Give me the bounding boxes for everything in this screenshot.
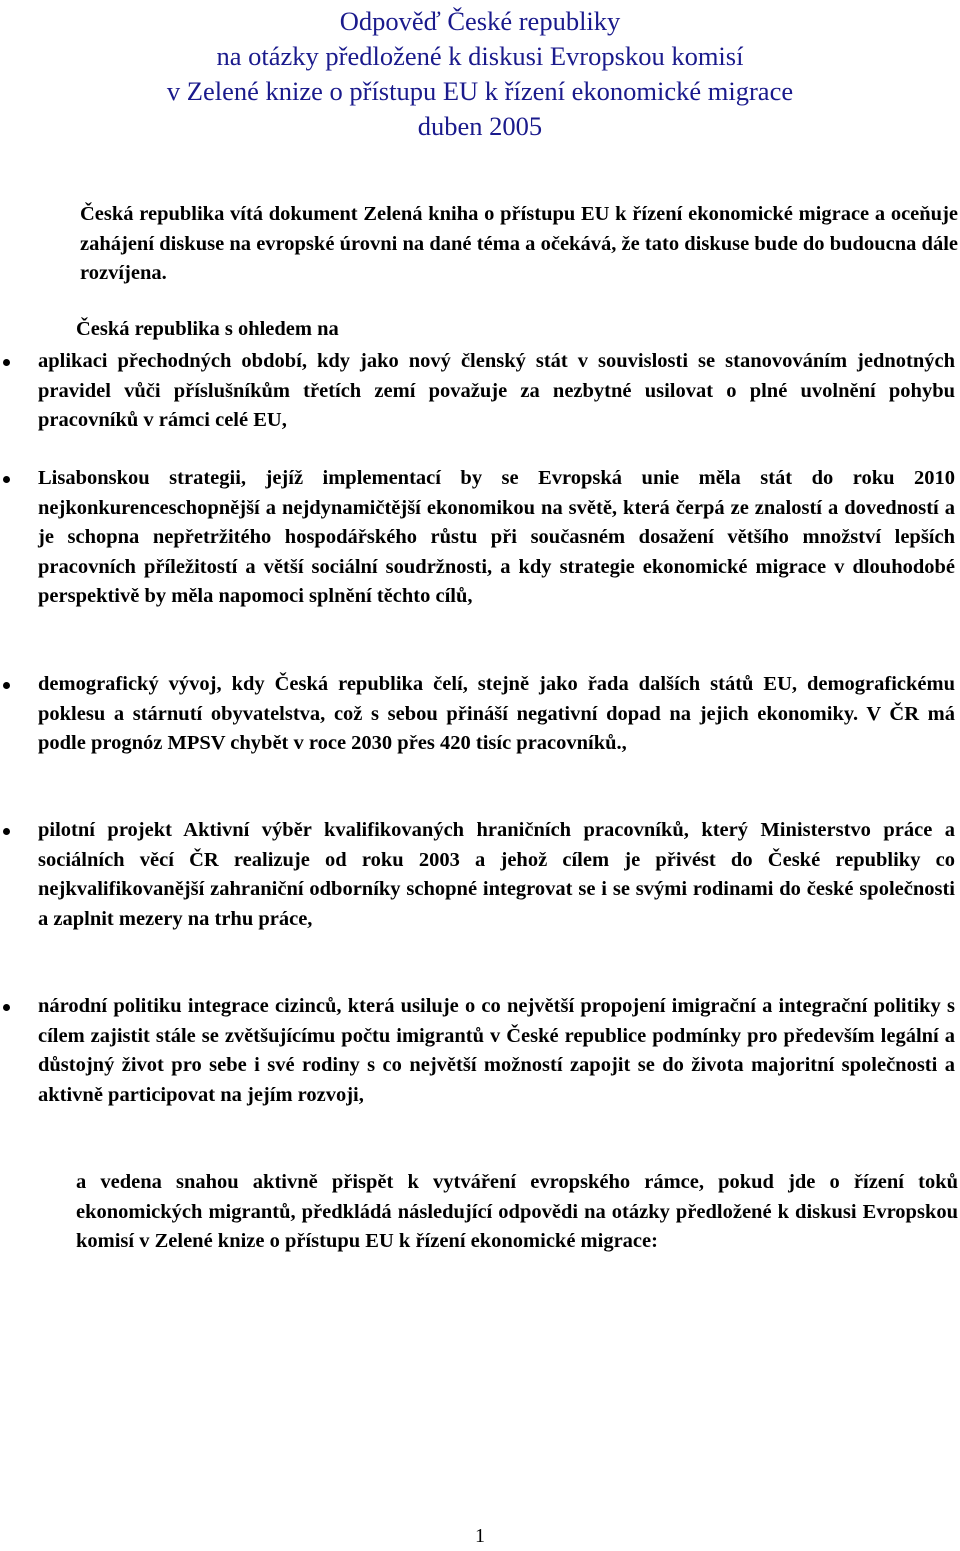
title-date: duben 2005 <box>417 111 543 141</box>
title-line-3: v Zelené knize o přístupu EU k řízení ekonomické migrace <box>166 76 794 106</box>
list-item-text: pilotní projekt Aktivní výběr kvalifikovaných hraničních pracovníků, který Ministerstvo práce a sociálních věcí ČR realizuje od roku 2003 a jehož cílem je přivést do České republiky co nejkvalifikovanější zahraniční odborníky schopné integrovat se i se svými rodinami do české společnosti a zaplnit mezery na trhu práce, <box>38 819 955 930</box>
closing-paragraph <box>0 1168 958 1257</box>
intro-text: Česká republika vítá dokument Zelená kniha o přístupu EU k řízení ekonomické migrace a oceňuje zahájení diskuse na evropské úrovni na dané téma a očekává, že tato diskuse bude do budoucna dále rozvíjena. <box>80 203 958 284</box>
page-number: 1 <box>475 1525 485 1547</box>
closing-text: a vedena snahou aktivně přispět k vytváření evropského rámce, pokud jde o řízení toků ekonomických migrantů, předkládá následující odpovědi na otázky předložené k diskusi Evropskou komisí v Zelené knize o přístupu EU k řízení ekonomické migrace: <box>76 1171 958 1252</box>
title-line-1: Odpověď České republiky <box>339 6 621 36</box>
bullet-icon <box>3 1004 10 1011</box>
bullet-icon <box>3 359 10 366</box>
bullet-icon <box>3 682 10 689</box>
intro-paragraph <box>0 200 958 289</box>
list-item-text: národní politiku integrace cizinců, která usiluje o co největší propojení imigrační a integrační politiky s cílem zajistit stále se zvětšujícímu počtu imigrantů v České republice podmínky pro především legální a důstojný život pro sebe i své rodiny s co největší možností zapojit se do života majoritní společnosti a aktivně participovat na jejím rozvoji, <box>38 995 955 1106</box>
document-title <box>0 4 960 144</box>
list-item-text: Lisabonskou strategii, jejíž implementací by se Evropská unie měla stát do roku 2010 nejkonkurenceschopnější a nejdynamičtější ekonomikou na světě, která čerpá ze znalostí a dovedností a je schopna nepřetržitého hospodářského růstu při současném dosažení většího množství lepších pracovních příležitostí a větší sociální soudržnosti, a kdy strategie ekonomické migrace v dlouhodobé perspektivě by měla napomoci splnění těchto cílů, <box>38 467 955 607</box>
title-line-2: na otázky předložené k diskusi Evropskou komisí <box>216 41 744 71</box>
bullet-icon <box>3 476 10 483</box>
bullet-icon <box>3 828 10 835</box>
list-item-text: aplikaci přechodných období, kdy jako nový členský stát v souvislosti se stanovováním jednotných pravidel vůči příslušníkům třetích zemí považuje za nezbytné usilovat o plné uvolnění pohybu pracovníků v rámci celé EU, <box>38 350 955 431</box>
list-item-text: demografický vývoj, kdy Česká republika čelí, stejně jako řada dalších států EU, demografickému poklesu a stárnutí obyvatelstva, což s sebou přináší negativní dopad na jejich ekonomiky. V ČR má podle prognóz MPSV chybět v roce 2030 přes 420 tisíc pracovníků., <box>38 673 955 754</box>
lead-paragraph: Česká republika s ohledem na <box>76 318 339 340</box>
